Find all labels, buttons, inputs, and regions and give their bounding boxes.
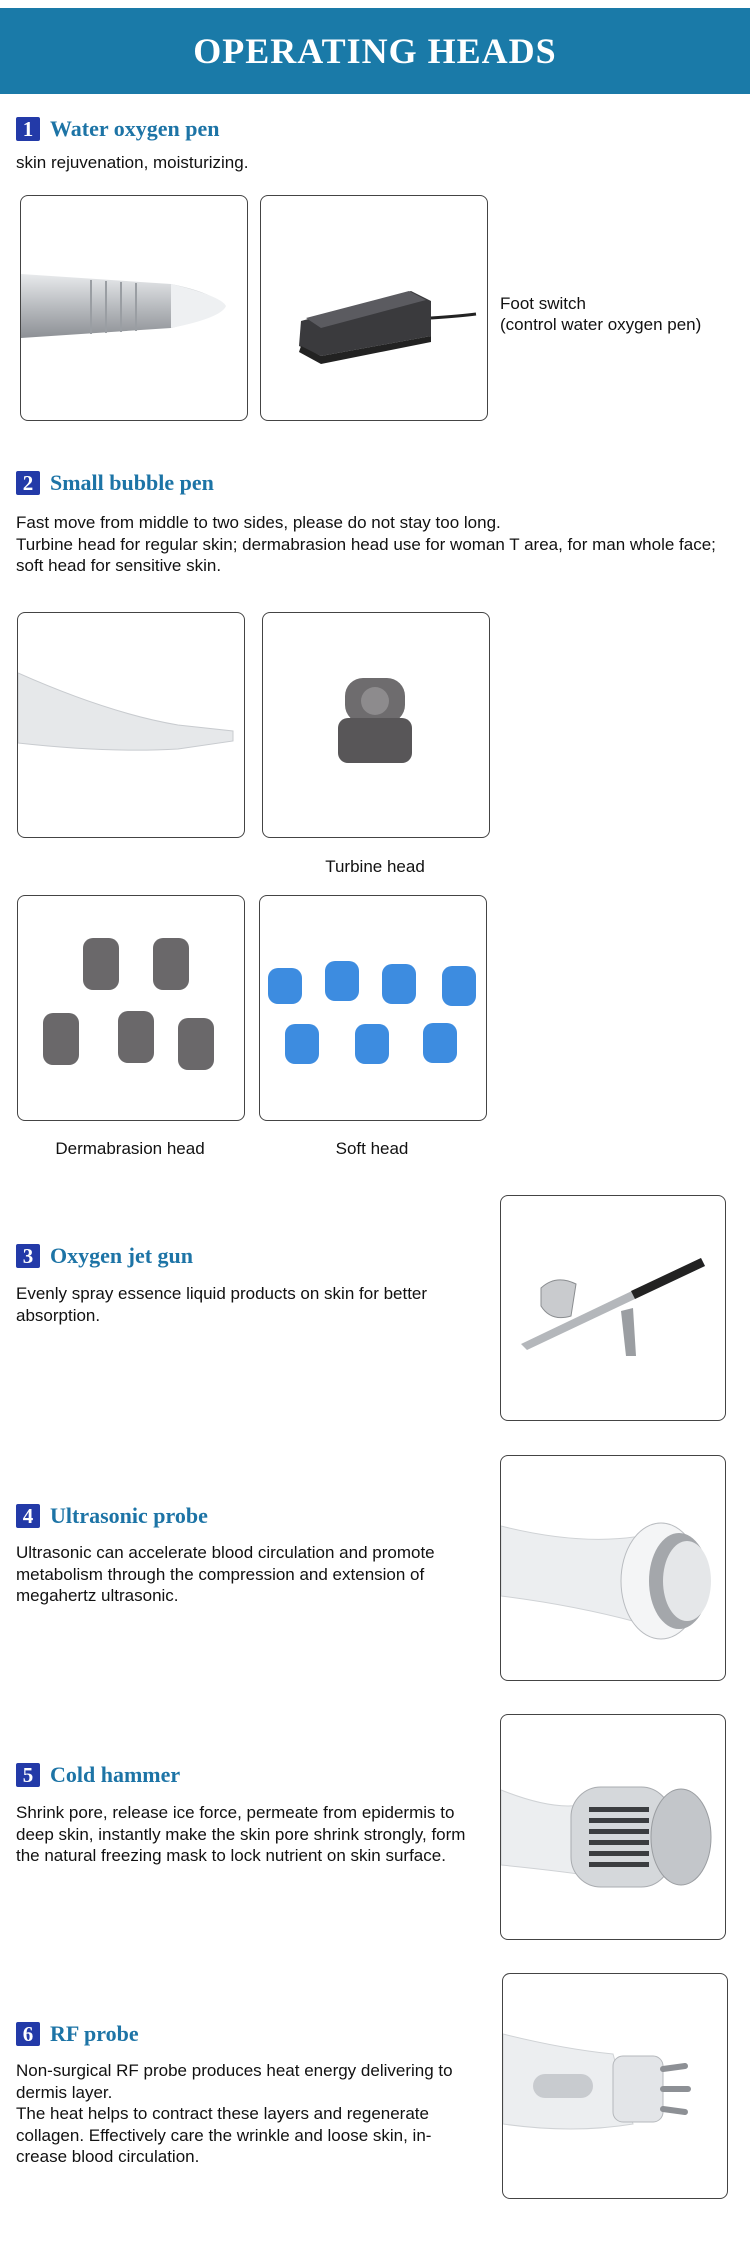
ultrasonic-probe-image [500,1455,726,1681]
header-banner [0,8,750,94]
section-6-description: Non-surgical RF probe produces heat energy delivering to dermis layer. The heat helps to contract these layers and regenerate collagen. Effectively care the wrinkle and loose skin, in-crease blood circulation. [16,2061,453,2166]
section-6-heading: RF probe [50,2021,139,2046]
section-2-number-badge: 2 [16,471,40,495]
page-title: OPERATING HEADS [193,31,557,71]
section-1-title [16,116,219,142]
soft-head-caption: Soft head [335,1139,409,1158]
section-3-number-badge: 3 [16,1244,40,1268]
section-4-number-badge: 4 [16,1504,40,1528]
section-4-description: Ultrasonic can accelerate blood circulation and promote metabolism through the compression and extension of megahertz ultrasonic. [16,1543,435,1605]
section-5-heading: Cold hammer [50,1762,181,1787]
section-2-description: Fast move from middle to two sides, please do not stay too long. Turbine head for regular skin; dermabrasion head use for woman T area, for man whole face; soft head for sensitive skin. [16,513,716,575]
section-2-title [16,470,214,496]
rf-probe-image [502,1973,728,2199]
foot-switch-image [260,195,488,421]
section-4-title [16,1503,208,1529]
section-6-title [16,2021,139,2047]
section-2-heading: Small bubble pen [50,470,214,495]
section-4-heading: Ultrasonic probe [50,1503,208,1528]
section-1-heading: Water oxygen pen [50,116,220,141]
cold-hammer-image [500,1714,726,1940]
dermabrasion-head-caption: Dermabrasion head [55,1139,205,1158]
small-bubble-pen-image [17,612,245,838]
section-5-description: Shrink pore, release ice force, permeate from epidermis to deep skin, instantly make the skin pore shrink strongly, form the natural freezing mask to lock nutrient on skin surface. [16,1803,466,1865]
water-oxygen-pen-image [20,195,248,421]
section-3-description: Evenly spray essence liquid products on skin for better absorption. [16,1284,428,1325]
section-5-number-badge: 5 [16,1763,40,1787]
dermabrasion-head-image [17,895,245,1121]
section-1-number-badge: 1 [16,117,40,141]
turbine-head-image [262,612,490,838]
section-3-title [16,1243,193,1269]
section-3-heading: Oxygen jet gun [50,1243,193,1268]
section-5-title [16,1762,180,1788]
turbine-head-caption: Turbine head [325,857,425,876]
section-6-number-badge: 6 [16,2022,40,2046]
section-1-description: skin rejuvenation, moisturizing. [16,153,249,172]
foot-switch-caption: Foot switch (control water oxygen pen) [500,294,702,334]
soft-head-image [259,895,487,1121]
oxygen-jet-gun-image [500,1195,726,1421]
